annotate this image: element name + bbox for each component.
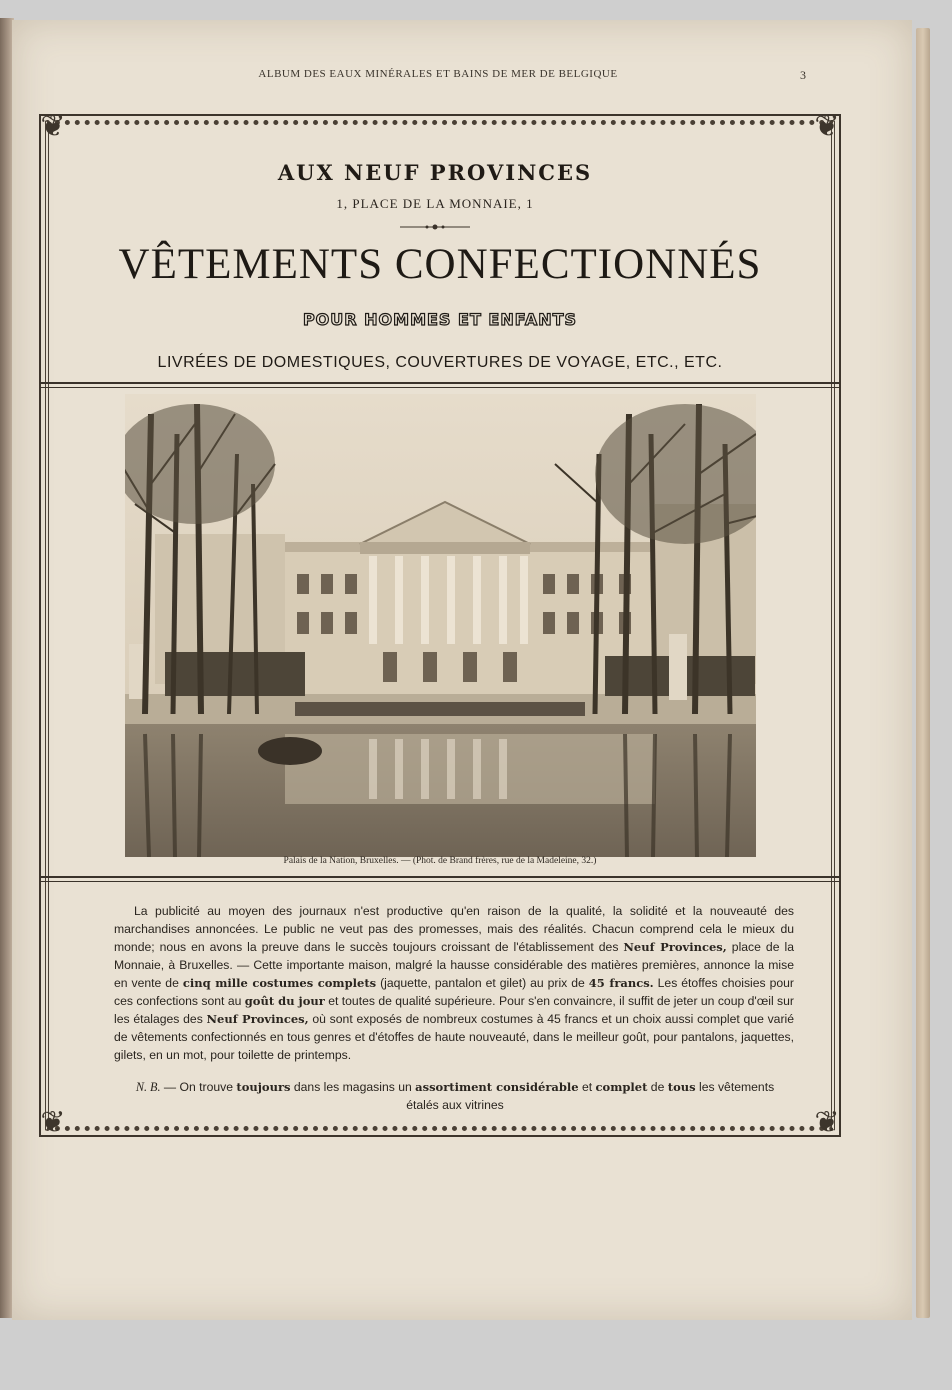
double-rule-bottom	[40, 876, 840, 882]
corner-flourish-icon: ❦	[814, 110, 840, 143]
double-rule-top	[40, 382, 840, 388]
running-head: ALBUM DES EAUX MINÉRALES ET BAINS DE MER DE BELGIQUE	[258, 68, 618, 80]
page-number: 3	[800, 68, 806, 82]
palais-de-la-nation-photo	[125, 394, 756, 857]
nota-bene-paragraph: N. B. — On trouve toujours dans les magasins un assortiment considérable et complet de tous les vêtements étalés aux vitrines	[135, 1080, 775, 1112]
advert-tagline: LIVRÉES DE DOMESTIQUES, COUVERTURES DE VOYAGE, ETC., ETC.	[157, 354, 723, 371]
ornament-rule-icon	[400, 224, 470, 230]
book-edge-right	[916, 28, 930, 1318]
advert-body-paragraph: La publicité au moyen des journaux n'est productive qu'en raison de la qualité, la solidité et la nouveauté des marchandises annoncées. Le public ne veut pas des promesses, mais des réalités. Chacun comprend cela le mieux du monde; nous en avons la preuve dans le succès toujours croissant de l'établissement des Neuf Provinces, place de la Monnaie, à Bruxelles. — Cette importante maison, malgré la hausse considérable des matières premières, annonce la mise en vente de cinq mille costumes complets (jaquette, pantalon et gilet) au prix de 45 francs. Les étoffes choisies pour ces confections sont au goût du jour et toutes de qualité supérieure. Pour s'en convaincre, il suffit de jeter un coup d'œil sur les étalages des Neuf Provinces, où sont exposés de nombreux costumes à 45 francs et un choix aussi complet que varié de vêtements confectionnés en tous genres et d'étoffes de haute nouveauté, dans le meilleur goût, pour pantalons, jaquettes, gilets, en un mot, pour toilette de printemps.	[114, 904, 795, 1062]
store-address: 1, PLACE DE LA MONNAIE, 1	[336, 196, 534, 211]
corner-flourish-icon: ❦	[814, 1106, 840, 1139]
corner-flourish-icon: ❦	[40, 1106, 66, 1139]
photo-caption: Palais de la Nation, Bruxelles. — (Phot. de Brand frères, rue de la Madeleine, 32.)	[283, 856, 597, 866]
corner-flourish-icon: ❦	[40, 110, 66, 143]
advert-headline: VÊTEMENTS CONFECTIONNÉS	[118, 241, 762, 288]
advert-subheadline: POUR HOMMES ET ENFANTS	[302, 310, 578, 329]
store-name: AUX NEUF PROVINCES	[277, 160, 593, 185]
